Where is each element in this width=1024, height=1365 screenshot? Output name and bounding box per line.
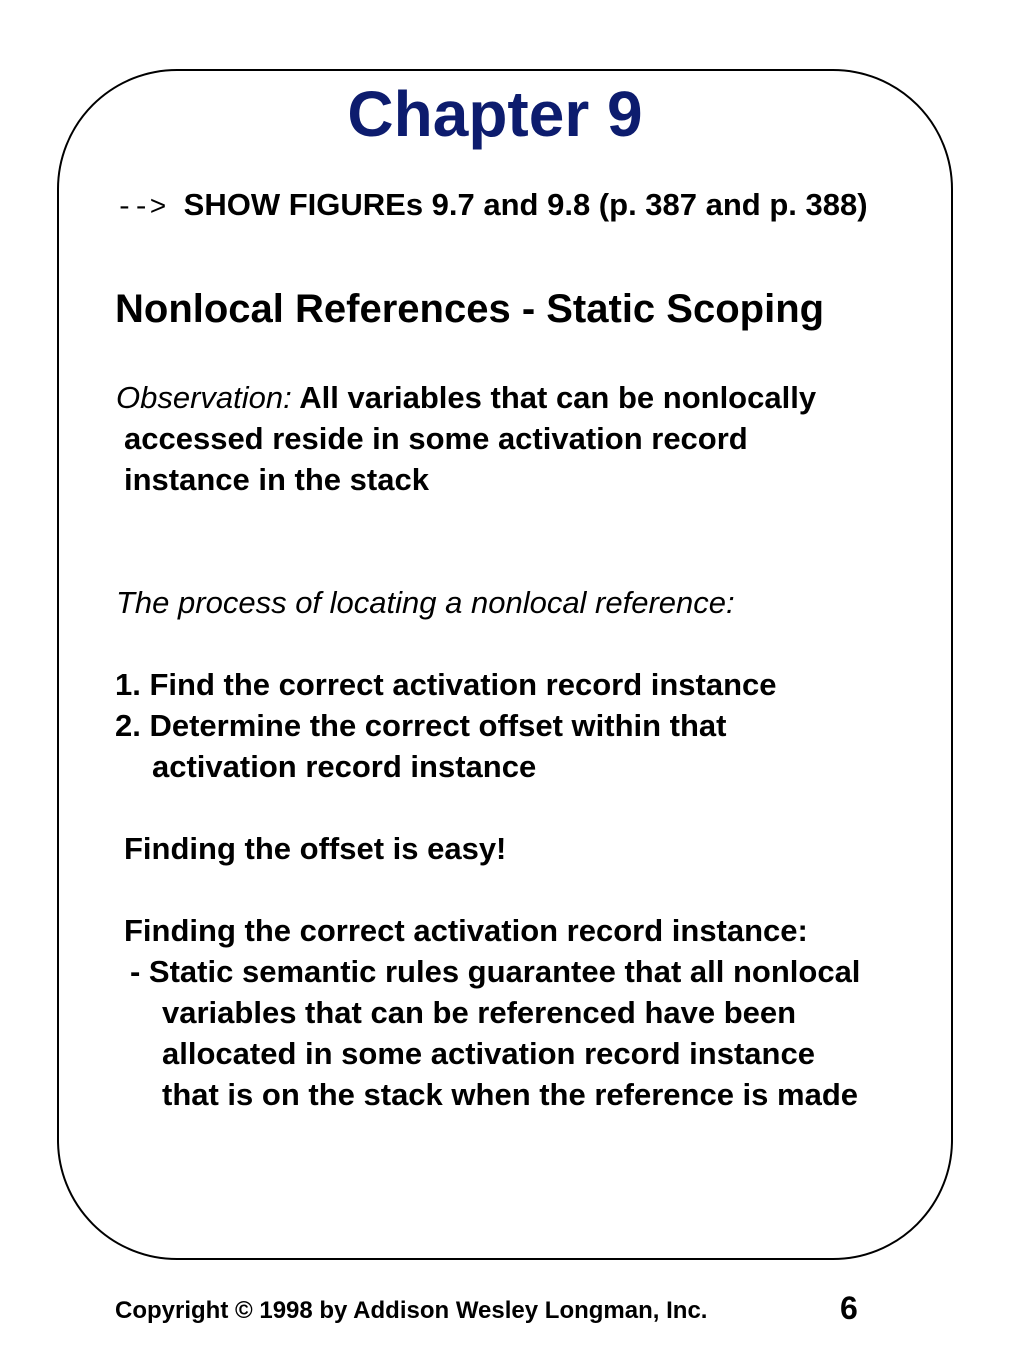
show-figures-line <box>116 187 868 227</box>
section-heading: Nonlocal References - Static Scoping <box>115 287 825 331</box>
finding-line-3: allocated in some activation record instance <box>162 1036 815 1071</box>
slide-title: Chapter 9 <box>347 78 643 150</box>
observation-line-3: instance in the stack <box>124 462 429 497</box>
step-2-continued: activation record instance <box>152 749 537 784</box>
observation-label: Observation: <box>116 380 292 415</box>
step-1: 1. Find the correct activation record instance <box>115 667 777 702</box>
observation-line-1 <box>116 380 816 416</box>
observation-line-2: accessed reside in some activation record <box>124 421 748 456</box>
page-number: 6 <box>840 1290 858 1326</box>
arrow-glyph: --> <box>116 193 167 224</box>
finding-line-1: - Static semantic rules guarantee that all nonlocal <box>130 954 861 989</box>
copyright-notice: Copyright © 1998 by Addison Wesley Longman, Inc. <box>115 1297 708 1324</box>
observation-text-1: All variables that can be nonlocally <box>299 380 817 415</box>
finding-line-2: variables that can be referenced have been <box>162 995 797 1030</box>
show-figures-text: SHOW FIGUREs 9.7 and 9.8 (p. 387 and p. 388) <box>183 187 868 222</box>
process-heading: The process of locating a nonlocal reference: <box>116 585 735 620</box>
step-2: 2. Determine the correct offset within that <box>115 708 727 743</box>
offset-note: Finding the offset is easy! <box>124 831 507 866</box>
finding-heading: Finding the correct activation record instance: <box>124 913 808 948</box>
finding-line-4: that is on the stack when the reference is made <box>162 1077 859 1112</box>
